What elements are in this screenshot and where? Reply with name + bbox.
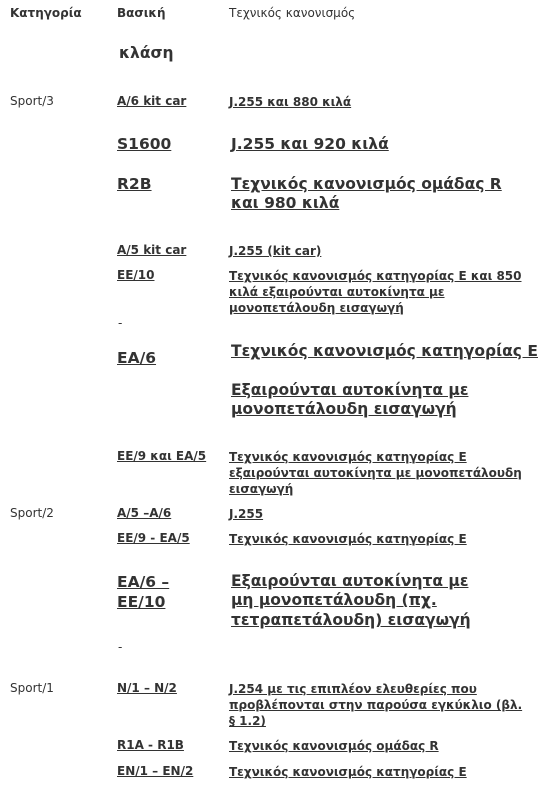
class-cell: A/6 kit car [117, 94, 187, 108]
regulation-cell: Τεχνικός κανονισμός ομάδας R [229, 739, 439, 753]
dash-marker: - [118, 316, 123, 330]
regulation-cell: Εξαιρούνται αυτοκίνητα με μη μονοπετάλουδη (πχ. τετραπετάλουδη) εισαγωγή [231, 572, 471, 629]
class-cell: EE/10 [117, 268, 155, 282]
class-cell: EA/6 [117, 349, 157, 367]
category-label: Sport/3 [10, 94, 54, 108]
regulation-cell: Τεχνικός κανονισμός κατηγορίας E και 850 κιλά εξαιρούνται αυτοκίνητα με μονοπετάλουδη εισαγωγή [229, 269, 522, 316]
regulation-cell: J.254 με τις επιπλέον ελευθερίες που προβλέπονται στην παρούσα εγκύκλιο (βλ. § 1.2) [229, 682, 523, 729]
class-cell: EE/9 - EA/5 [117, 531, 190, 545]
category-label: Sport/1 [10, 681, 54, 695]
regulation-cell: J.255 (kit car) [229, 244, 322, 258]
regulation-cell: J.255 και 880 κιλά [229, 95, 352, 109]
header-category: Κατηγορία [10, 6, 82, 20]
regulation-cell: Τεχνικός κανονισμός κατηγορίας E [229, 765, 467, 779]
class-cell: R1A - R1B [117, 738, 184, 752]
category-label: Sport/2 [10, 506, 54, 520]
class-cell: EA/6 – EE/10 [117, 573, 170, 612]
class-cell: A/5 –A/6 [117, 506, 172, 520]
header-basic: Βασική [117, 6, 166, 20]
regulation-cell: Τεχνικός κανονισμός κατηγορίας E [229, 532, 467, 546]
header-basic-cont: κλάση [119, 44, 174, 62]
class-cell: EN/1 – EN/2 [117, 764, 194, 778]
regulation-cell: Τεχνικός κανονισμός κατηγορίας E [231, 342, 538, 360]
class-cell: S1600 [117, 135, 172, 153]
regulation-cell: Τεχνικός κανονισμός ομάδας R και 980 κιλά [231, 175, 502, 213]
regulation-cell: J.255 [229, 507, 264, 521]
regulation-cell: Τεχνικός κανονισμός κατηγορίας E εξαιρούνται αυτοκίνητα με μονοπετάλουδη εισαγωγή [229, 450, 522, 497]
dash-marker: - [118, 640, 123, 654]
class-cell: N/1 – N/2 [117, 681, 177, 695]
class-cell: A/5 kit car [117, 243, 187, 257]
regulation-cell-extra: Εξαιρούνται αυτοκίνητα με μονοπετάλουδη εισαγωγή [231, 381, 469, 419]
class-cell: EE/9 και EA/5 [117, 449, 207, 463]
class-cell: R2B [117, 175, 152, 193]
regulation-cell: J.255 και 920 κιλά [231, 135, 389, 153]
header-regulation: Τεχνικός κανονισμός [229, 6, 356, 20]
